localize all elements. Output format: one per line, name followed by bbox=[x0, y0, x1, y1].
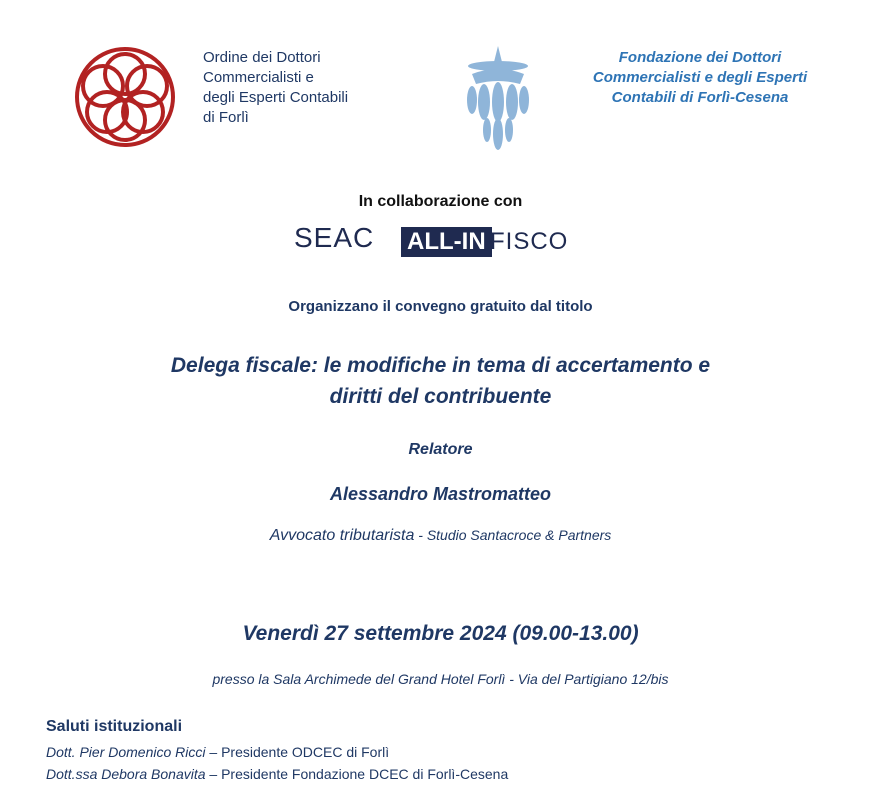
saluti-title: Saluti istituzionali bbox=[46, 718, 183, 735]
odcec-logo bbox=[72, 44, 178, 150]
event-date: Venerdì 27 settembre 2024 (09.00-13.00) bbox=[242, 622, 639, 645]
fisco-logo-text: FISCO bbox=[490, 228, 569, 255]
collaborazione-label: In collaborazione con bbox=[358, 193, 523, 210]
relatore-label: Relatore bbox=[408, 441, 473, 458]
relatore-name: Alessandro Mastromatteo bbox=[329, 484, 552, 504]
saluto-item: Dott. Pier Domenico Ricci – Presidente ODCEC di Forlì bbox=[46, 744, 390, 760]
fondazione-name: Fondazione dei Dottori Commercialisti e degli Esperti Contabili di Forlì-Cesena bbox=[592, 49, 808, 106]
convegno-title: Delega fiscale: le modifiche in tema di accertamento e diritti del contribuente bbox=[170, 354, 711, 408]
relatore-role: Avvocato tributarista - Studio Santacroce & Partners bbox=[269, 527, 612, 544]
allin-logo-box: ALL-IN bbox=[401, 227, 492, 257]
fondazione-logo bbox=[462, 44, 534, 156]
seac-logo: SEAC bbox=[294, 222, 375, 253]
saluto-item: Dott.ssa Debora Bonavita – Presidente Fondazione DCEC di Forlì-Cesena bbox=[46, 766, 509, 782]
organizzano-text: Organizzano il convegno gratuito dal titolo bbox=[288, 298, 593, 315]
odcec-name: Ordine dei Dottori Commercialisti e degli Esperti Contabili di Forlì bbox=[203, 49, 349, 126]
event-location: presso la Sala Archimede del Grand Hotel Forlì - Via del Partigiano 12/bis bbox=[212, 671, 669, 687]
